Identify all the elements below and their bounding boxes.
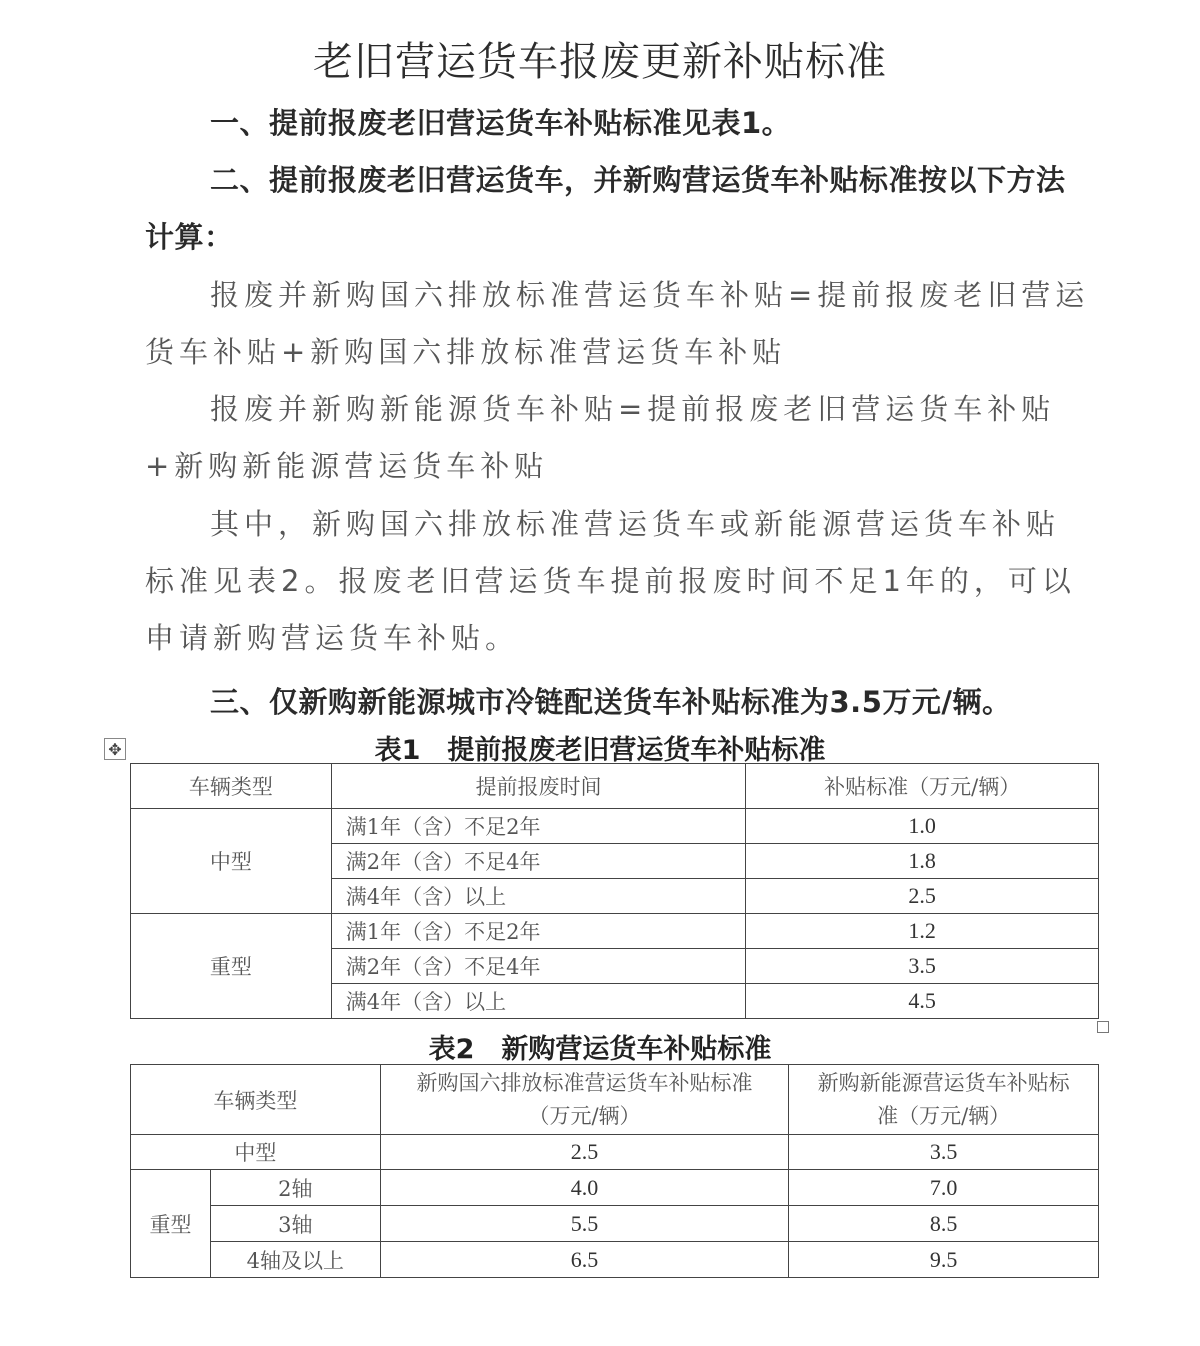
guo6-value: 2.5 bbox=[380, 1135, 789, 1170]
vehicle-type-medium: 中型 bbox=[131, 1135, 381, 1170]
move-icon[interactable]: ✥ bbox=[104, 738, 126, 760]
table1 bbox=[130, 763, 1099, 1019]
value-cell: 4.5 bbox=[746, 984, 1099, 1019]
ev-value: 8.5 bbox=[789, 1206, 1099, 1242]
guo6-value: 6.5 bbox=[380, 1242, 789, 1278]
table2-header-guo6: 新购国六排放标准营运货车补贴标准（万元/辆） bbox=[380, 1065, 789, 1135]
table2-caption: 表2 新购营运货车补贴标准 bbox=[428, 1034, 772, 1065]
paragraph-2: 二、提前报废老旧营运货车，并新购营运货车补贴标准按以下方法计算： bbox=[145, 163, 1066, 254]
period-cell: 满2年（含）不足4年 bbox=[331, 844, 746, 879]
formula-2: 报废并新购新能源货车补贴=提前报废老旧营运货车补贴+新购新能源营运货车补贴 bbox=[145, 392, 1056, 483]
value-cell: 1.8 bbox=[746, 844, 1099, 879]
table1-header-period: 提前报废时间 bbox=[331, 764, 746, 809]
table-row bbox=[131, 1206, 1099, 1242]
formula-1: 报废并新购国六排放标准营运货车补贴=提前报废老旧营运货车补贴+新购国六排放标准营运货车补贴 bbox=[145, 278, 1090, 369]
period-cell: 满1年（含）不足2年 bbox=[331, 809, 746, 844]
axle-cell: 3轴 bbox=[210, 1206, 380, 1242]
table2-header-row bbox=[131, 1065, 1099, 1135]
document-title: 老旧营运货车报废更新补贴标准 bbox=[313, 39, 887, 85]
table-row bbox=[131, 1170, 1099, 1206]
table-row bbox=[131, 1135, 1099, 1170]
axle-cell: 2轴 bbox=[210, 1170, 380, 1206]
value-cell: 2.5 bbox=[746, 879, 1099, 914]
table2 bbox=[130, 1064, 1099, 1278]
value-cell: 1.2 bbox=[746, 914, 1099, 949]
paragraph-1: 一、提前报废老旧营运货车补贴标准见表1。 bbox=[210, 106, 792, 140]
value-cell: 3.5 bbox=[746, 949, 1099, 984]
paragraph-3: 三、仅新购新能源城市冷链配送货车补贴标准为3.5万元/辆。 bbox=[210, 685, 1012, 719]
period-cell: 满1年（含）不足2年 bbox=[331, 914, 746, 949]
guo6-value: 5.5 bbox=[380, 1206, 789, 1242]
table-row bbox=[131, 809, 1099, 844]
table1-header-type: 车辆类型 bbox=[131, 764, 332, 809]
value-cell: 1.0 bbox=[746, 809, 1099, 844]
ev-value: 9.5 bbox=[789, 1242, 1099, 1278]
table1-caption: 表1 提前报废老旧营运货车补贴标准 bbox=[374, 735, 826, 766]
table-row bbox=[131, 914, 1099, 949]
table1-header-row bbox=[131, 764, 1099, 809]
vehicle-type-heavy: 重型 bbox=[131, 914, 332, 1019]
vehicle-type-medium: 中型 bbox=[131, 809, 332, 914]
ev-value: 3.5 bbox=[789, 1135, 1099, 1170]
ev-value: 7.0 bbox=[789, 1170, 1099, 1206]
table2-header-ev: 新购新能源营运货车补贴标准（万元/辆） bbox=[789, 1065, 1099, 1135]
guo6-value: 4.0 bbox=[380, 1170, 789, 1206]
note-paragraph: 其中，新购国六排放标准营运货车或新能源营运货车补贴标准见表2。报废老旧营运货车提前报废时间不足1年的，可以申请新购营运货车补贴。 bbox=[145, 507, 1076, 655]
vehicle-type-heavy: 重型 bbox=[131, 1170, 211, 1278]
table-row bbox=[131, 1242, 1099, 1278]
axle-cell: 4轴及以上 bbox=[210, 1242, 380, 1278]
table2-header-type: 车辆类型 bbox=[131, 1065, 381, 1135]
period-cell: 满4年（含）以上 bbox=[331, 984, 746, 1019]
period-cell: 满4年（含）以上 bbox=[331, 879, 746, 914]
table1-header-standard: 补贴标准（万元/辆） bbox=[746, 764, 1099, 809]
period-cell: 满2年（含）不足4年 bbox=[331, 949, 746, 984]
